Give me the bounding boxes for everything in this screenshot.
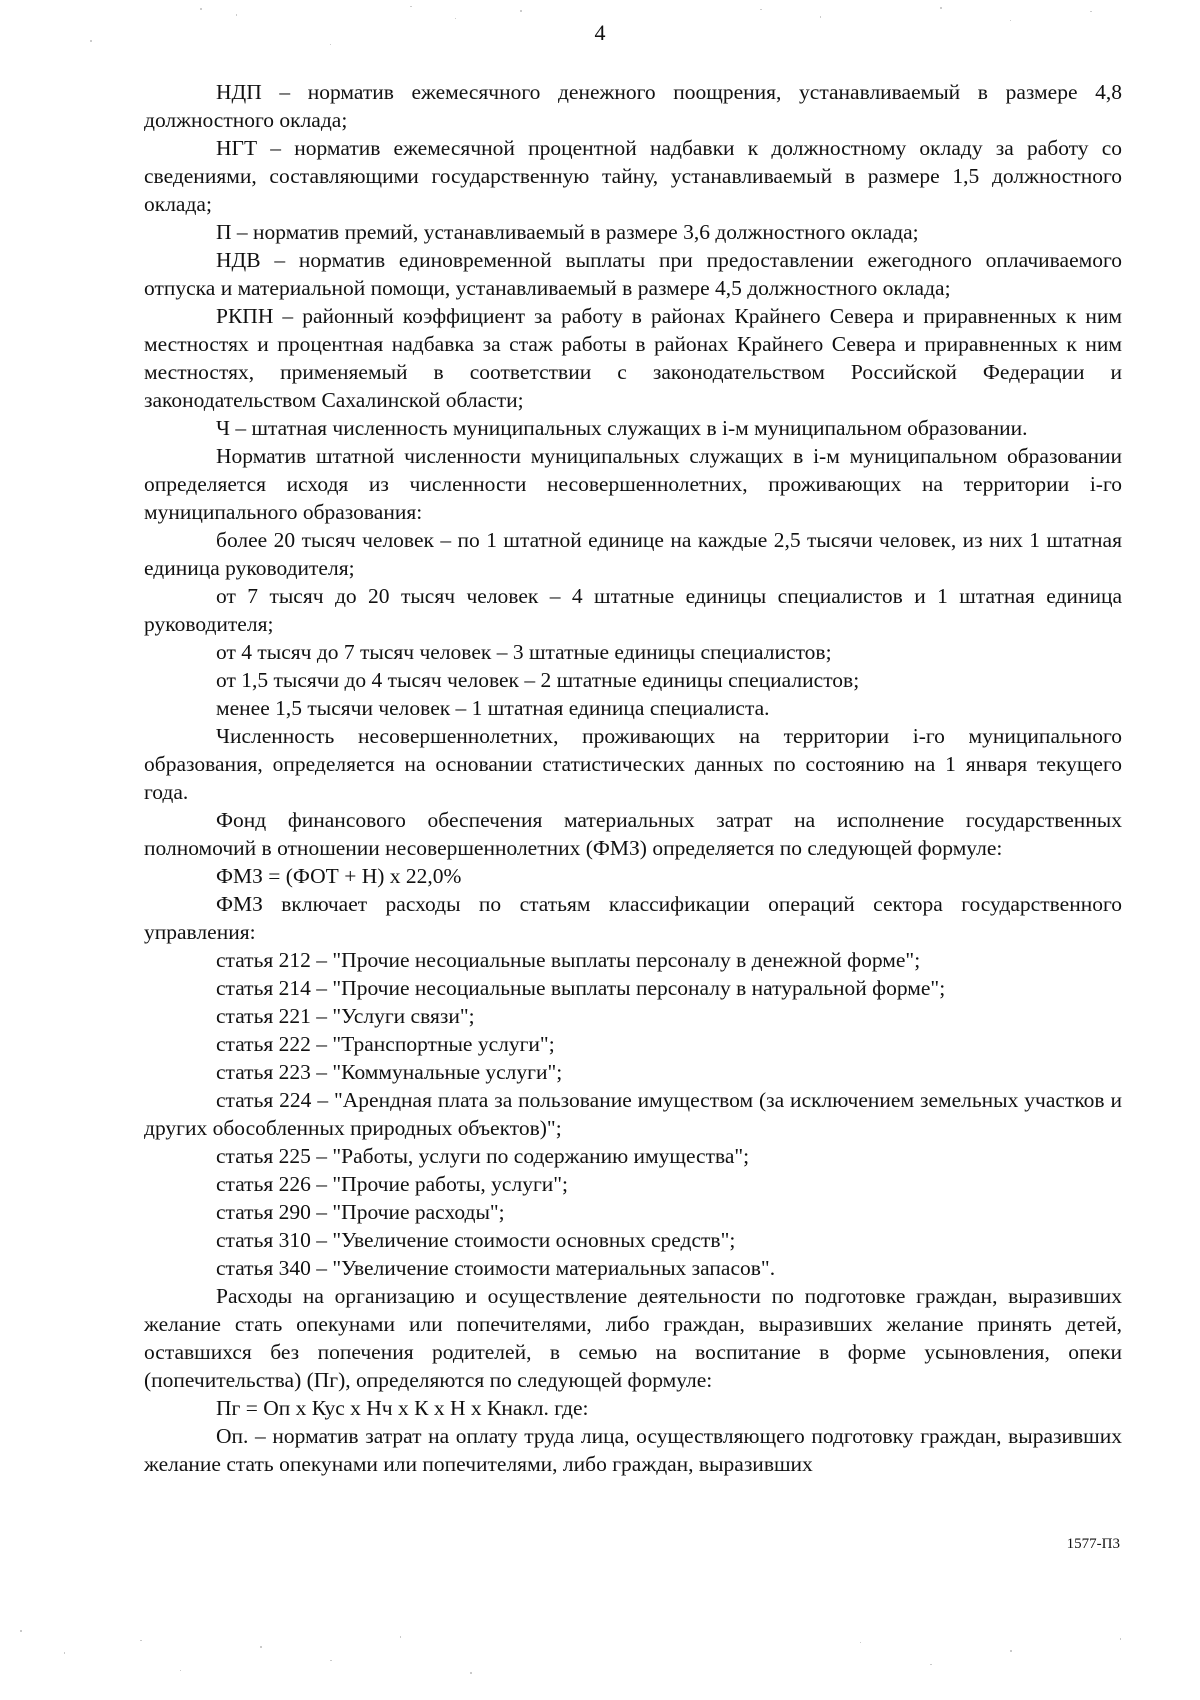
paragraph: П – норматив премий, устанавливаемый в размере 3,6 должностного оклада; <box>216 220 919 244</box>
list-item: статья 222 – "Транспортные услуги"; <box>216 1032 555 1056</box>
scan-noise-bottom <box>0 1600 1200 1700</box>
list-item: статья 310 – "Увеличение стоимости основных средств"; <box>216 1228 736 1252</box>
paragraph: РКПН – районный коэффициент за работу в районах Крайнего Севера и приравненных к ним местностях и процентная надбавка за стаж работы в районах Крайнего Севера и приравненных к ним местностях, применяемый в соответствии с законодательством Российской Федерации и законодательством Сахалинской области; <box>144 304 1122 412</box>
list-item: от 1,5 тысячи до 4 тысяч человек – 2 штатные единицы специалистов; <box>216 668 860 692</box>
list-item: статья 290 – "Прочие расходы"; <box>216 1200 505 1224</box>
paragraph: Численность несовершеннолетних, проживающих на территории i-го муниципального образования, определяется на основании статистических данных по состоянию на 1 января текущего года. <box>144 724 1122 804</box>
paragraph: Фонд финансового обеспечения материальных затрат на исполнение государственных полномочий в отношении несовершеннолетних (ФМЗ) определяется по следующей формуле: <box>144 808 1122 860</box>
paragraph: НДВ – норматив единовременной выплаты при предоставлении ежегодного оплачиваемого отпуска и материальной помощи, устанавливаемый в размере 4,5 должностного оклада; <box>144 248 1122 300</box>
document-body <box>144 78 1122 1478</box>
list-item: статья 214 – "Прочие несоциальные выплаты персоналу в натуральной форме"; <box>216 976 946 1000</box>
list-item: статья 225 – "Работы, услуги по содержанию имущества"; <box>216 1144 750 1168</box>
paragraph: Расходы на организацию и осуществление деятельности по подготовке граждан, выразивших желание стать опекунами или попечителями, либо граждан, выразивших желание принять детей, оставшихся без попечения родителей, в семью на воспитание в форме усыновления, опеки (попечительства) (Пг), определяются по следующей формуле: <box>144 1284 1122 1392</box>
list-item: статья 340 – "Увеличение стоимости материальных запасов". <box>216 1256 776 1280</box>
list-item: более 20 тысяч человек – по 1 штатной единице на каждые 2,5 тысячи человек, из них 1 штатная единица руководителя; <box>144 528 1122 580</box>
document-code: 1577-П3 <box>1066 1536 1120 1552</box>
list-item: от 7 тысяч до 20 тысяч человек – 4 штатные единицы специалистов и 1 штатная единица руководителя; <box>144 584 1122 636</box>
list-item: менее 1,5 тысячи человек – 1 штатная единица специалиста. <box>216 696 770 720</box>
paragraph: Норматив штатной численности муниципальных служащих в i-м муниципальном образовании определяется исходя из численности несовершеннолетних, проживающих на территории i-го муниципального образования: <box>144 444 1122 524</box>
paragraph: НГТ – норматив ежемесячной процентной надбавки к должностному окладу за работу со сведениями, составляющими государственную тайну, устанавливаемый в размере 1,5 должностного оклада; <box>144 136 1122 216</box>
list-item: статья 223 – "Коммунальные услуги"; <box>216 1060 563 1084</box>
paragraph: ФМЗ включает расходы по статьям классификации операций сектора государственного управления: <box>144 892 1122 944</box>
list-item: от 4 тысяч до 7 тысяч человек – 3 штатные единицы специалистов; <box>216 640 832 664</box>
page-number: 4 <box>594 20 606 45</box>
paragraph: Ч – штатная численность муниципальных служащих в i-м муниципальном образовании. <box>216 416 1028 440</box>
list-item: статья 226 – "Прочие работы, услуги"; <box>216 1172 569 1196</box>
paragraph: НДП – норматив ежемесячного денежного поощрения, устанавливаемый в размере 4,8 должностного оклада; <box>144 80 1122 132</box>
list-item: ФМЗ = (ФОТ + Н) х 22,0% <box>216 864 462 888</box>
list-item: статья 221 – "Услуги связи"; <box>216 1004 475 1028</box>
list-item: статья 224 – "Арендная плата за пользование имуществом (за исключением земельных участков и других обособленных природных объектов)"; <box>144 1088 1122 1140</box>
paragraph: Оп. – норматив затрат на оплату труда лица, осуществляющего подготовку граждан, выразивших желание стать опекунами или попечителями, либо граждан, выразивших <box>144 1424 1122 1476</box>
list-item: статья 212 – "Прочие несоциальные выплаты персоналу в денежной форме"; <box>216 948 921 972</box>
list-item: Пг = Оп х Кус х Нч х К х Н х Кнакл. где: <box>216 1396 589 1420</box>
